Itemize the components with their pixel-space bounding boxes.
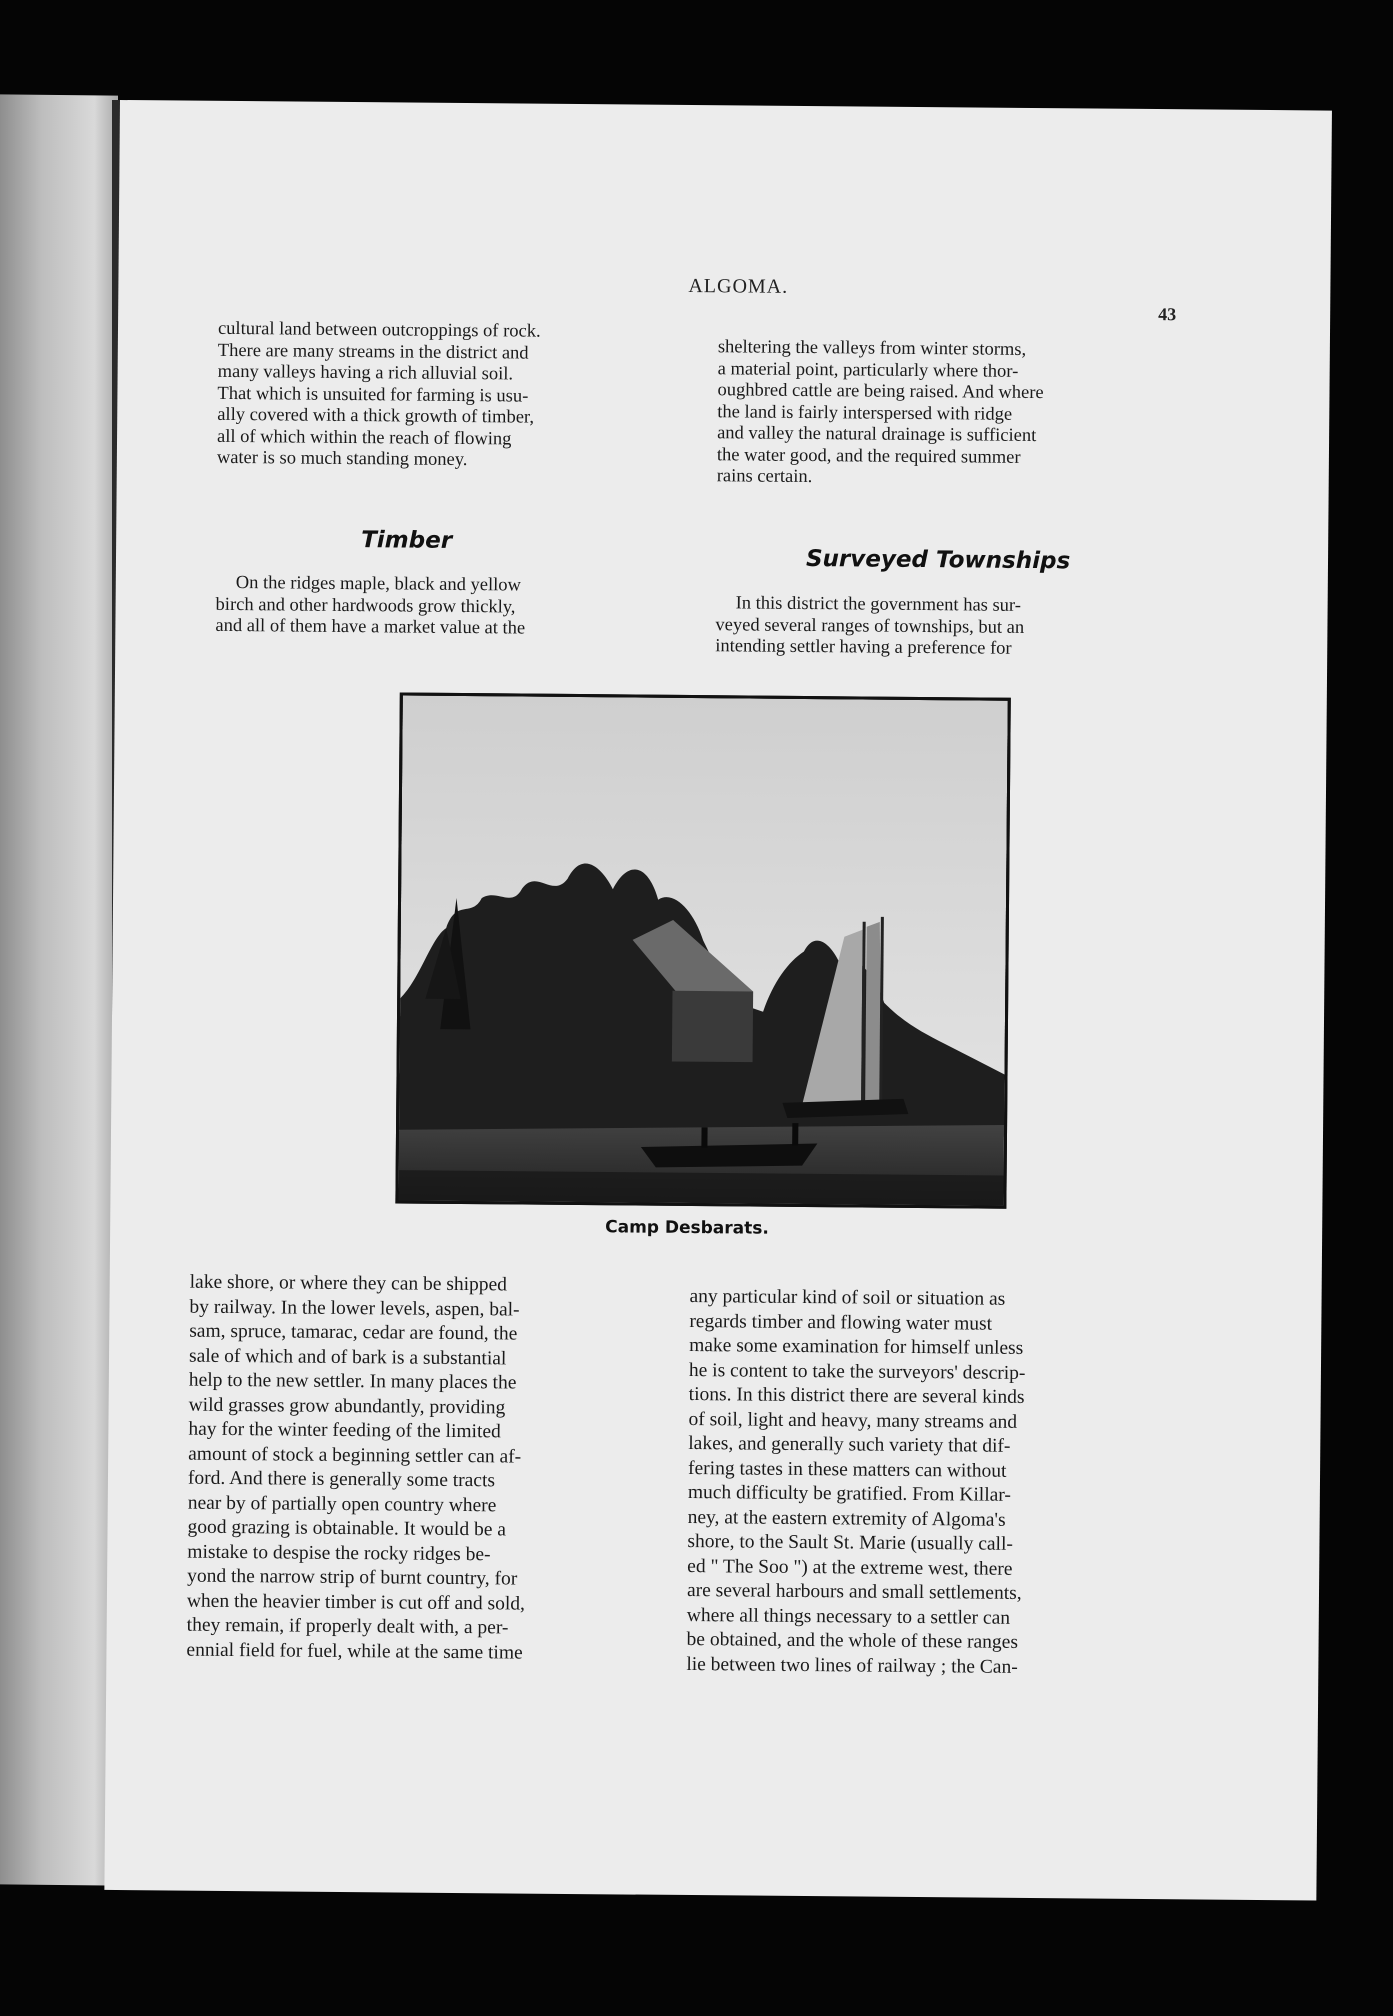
text-line: rains certain. [716,466,813,488]
text-line: much difficulty be gratified. From Killar- [687,1482,1012,1506]
text-line: many valleys having a rich alluvial soil. [217,361,514,385]
text-line: On the ridges maple, black and yellow [235,573,521,596]
section-heading-surveyed-townships: Surveyed Townships [805,546,1071,575]
text-line: lakes, and generally such variety that dif- [688,1433,1011,1457]
text-line: ney, at the eastern extremity of Algoma's [687,1506,1006,1531]
text-line: oughbred cattle are being raised. And where [717,380,1044,404]
running-title: ALGOMA. [688,274,789,298]
text-line: intending settler having a preference for [715,636,1012,659]
text-line: and valley the natural drainage is sufficient [717,423,1037,447]
book-page [104,100,1332,1901]
text-line: ford. And there is generally some tracts [187,1467,496,1492]
text-line: lie between two lines of railway ; the Can- [686,1653,1018,1678]
text-line: of soil, light and heavy, many streams and [688,1408,1018,1433]
text-line: birch and other hardwoods grow thickly, [215,594,516,617]
text-line: all of which within the reach of flowing [216,426,512,449]
text-line: sheltering the valleys from winter storms, [717,337,1027,360]
text-line: when the heavier timber is cut off and sold, [186,1590,526,1615]
townships-paragraph [715,593,1136,661]
text-line: ed " The Soo ") at the extreme west, there [687,1555,1013,1580]
text-line: sam, spruce, tamarac, cedar are found, the [189,1320,518,1345]
text-line: water is so much standing money. [216,447,468,471]
text-line: hay for the winter feeding of the limited [188,1418,501,1443]
left-bottom-column [186,1271,629,1667]
text-line: a material point, particularly where thor- [717,358,1019,382]
timber-paragraph [215,573,626,641]
text-line: by railway. In the lower levels, aspen, bal- [189,1296,520,1321]
page-number: 43 [1158,304,1177,325]
section-heading-timber: Timber [361,527,453,554]
text-line: near by of partially open country where [187,1492,497,1516]
text-line: where all things necessary to a settler can [686,1604,1011,1629]
text-line: fering tastes in these matters can without [687,1457,1007,1482]
text-line: There are many streams in the district and [217,340,529,364]
text-line: regards timber and flowing water must [689,1310,993,1335]
text-line: That which is unsuited for farming is usu- [217,383,529,407]
text-line: they remain, if properly dealt with, a per- [186,1614,509,1639]
right-bottom-column [686,1285,1129,1681]
text-line: make some examination for himself unless [689,1335,1024,1359]
text-line: sale of which and of bark is a substantial [188,1345,507,1369]
text-line: tions. In this district there are several kinds [688,1384,1025,1408]
text-line: ennial field for fuel, while at the same time [186,1639,523,1664]
text-line: yond the narrow strip of burnt country, for [187,1565,518,1590]
text-line: ally covered with a thick growth of timber, [217,404,535,428]
text-line: amount of stock a beginning settler can af- [188,1443,522,1468]
left-top-column [217,319,628,473]
text-line: help to the new settler. In many places the [188,1369,517,1394]
text-line: In this district the government has sur- [735,593,1022,616]
photograph-image [398,695,1007,1205]
text-line: good grazing is obtainable. It would be a [187,1516,507,1541]
text-line: and all of them have a market value at the [215,615,526,639]
text-line: the land is fairly interspersed with ridge [717,401,1013,425]
text-line: mistake to despise the rocky ridges be- [187,1541,491,1565]
text-line: lake shore, or where they can be shipped [189,1271,508,1296]
text-line: wild grasses grow abundantly, providing [188,1394,506,1418]
right-top-column [717,337,1138,491]
photo-caption: Camp Desbarats. [605,1217,769,1239]
text-line: shore, to the Sault St. Marie (usually call- [687,1531,1014,1555]
text-line: he is content to take the surveyors' descrip- [688,1359,1026,1384]
text-line: any particular kind of soil or situation as [689,1286,1006,1310]
text-line: cultural land between outcroppings of rock. [217,318,541,342]
camp-photograph [395,692,1010,1208]
facing-page-edge [0,94,118,1885]
text-line: be obtained, and the whole of these ranges [686,1629,1019,1653]
text-line: veyed several ranges of townships, but an [715,614,1025,638]
text-line: are several harbours and small settlements, [686,1580,1022,1604]
text-line: the water good, and the required summer [716,444,1021,468]
